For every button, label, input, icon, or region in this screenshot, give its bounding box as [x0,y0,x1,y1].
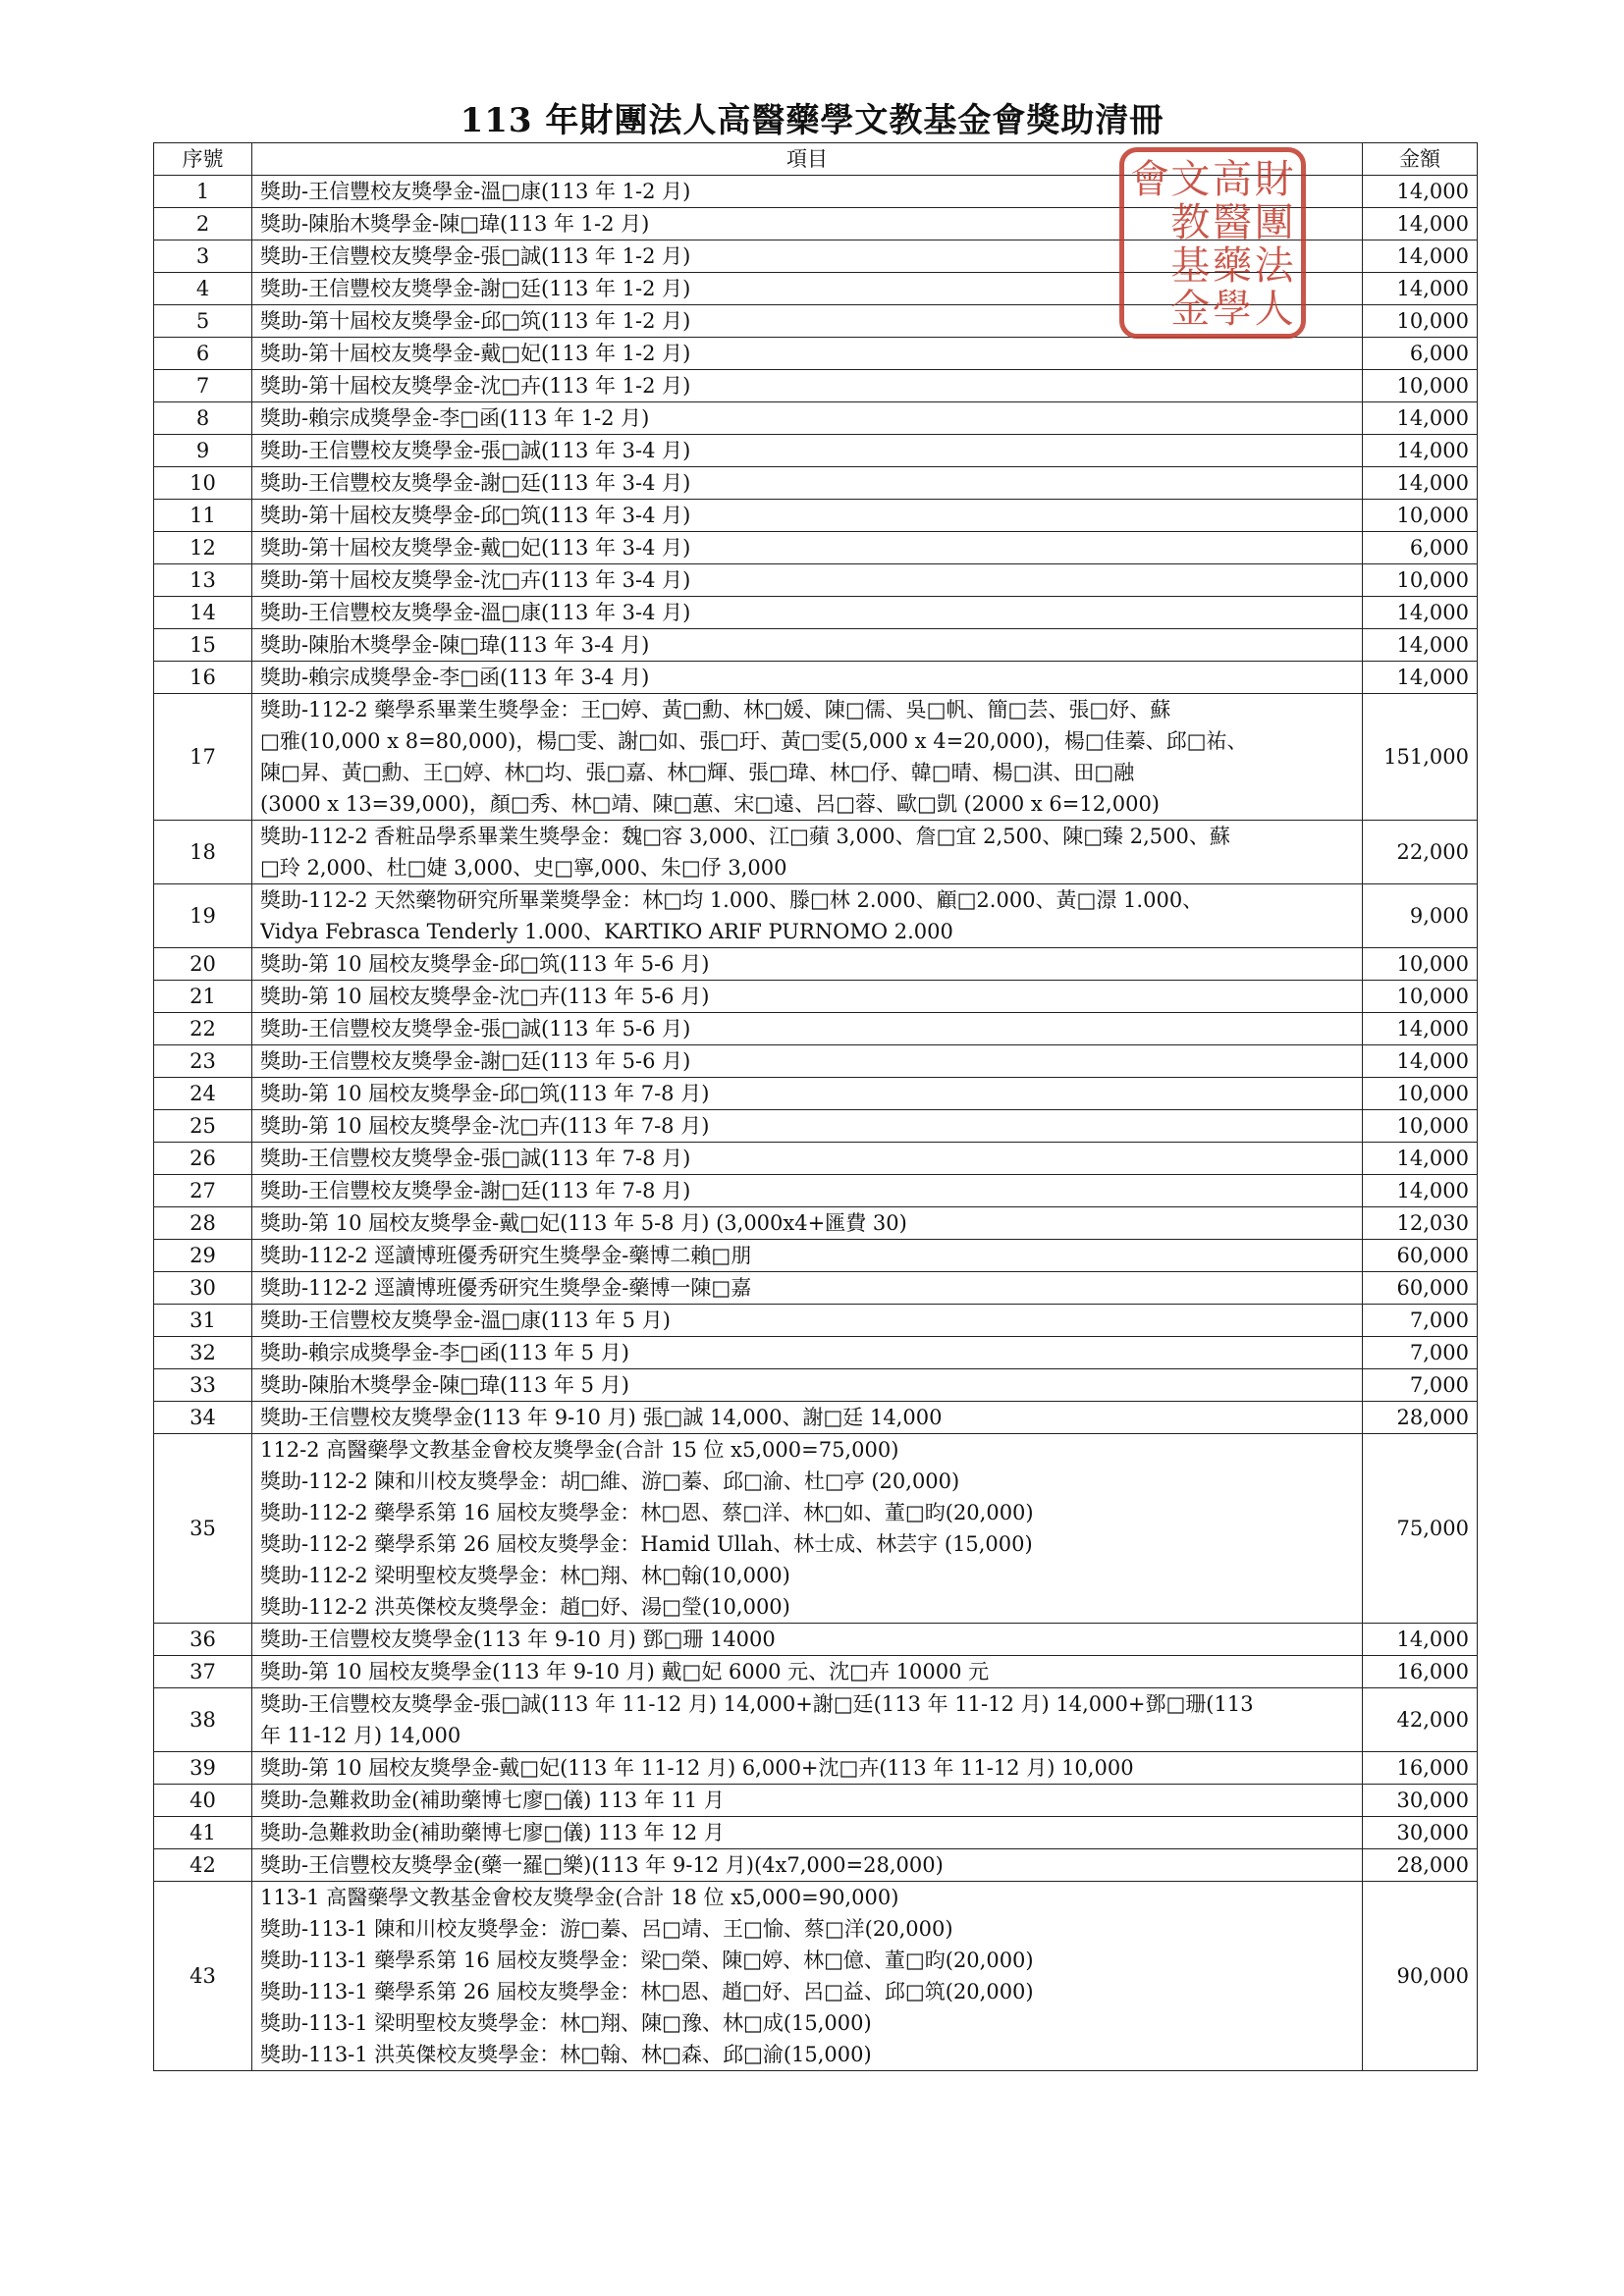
row-amount: 60,000 [1363,1272,1478,1305]
row-item-line: 獎助-第十屆校友獎學金-戴□妃(113 年 3-4 月) [260,536,691,560]
seal-character: 醫 [1213,200,1252,245]
row-item [252,564,1363,597]
row-amount: 7,000 [1363,1369,1478,1402]
row-number: 25 [154,1110,252,1143]
row-item-line: □雅(10,000 x 8=80,000)，楊□雯、謝□如、張□玗、黃□雯(5,000 x 4=20,000)，楊□佳蓁、邱□祐、 [260,729,1248,753]
row-amount: 9,000 [1363,884,1478,948]
seal-character: 教 [1170,200,1211,245]
row-number: 24 [154,1078,252,1110]
table-row [154,1688,1478,1752]
row-number: 32 [154,1337,252,1369]
row-amount: 22,000 [1363,821,1478,884]
row-item [252,1656,1363,1688]
row-item [252,1624,1363,1656]
row-item [252,1143,1363,1175]
row-number: 36 [154,1624,252,1656]
table-row [154,629,1478,662]
row-amount: 14,000 [1363,1624,1478,1656]
table-row [154,1624,1478,1656]
seal-character: 藥 [1213,243,1252,289]
row-amount: 14,000 [1363,1175,1478,1207]
row-item [252,1272,1363,1305]
row-number: 9 [154,435,252,467]
table-row [154,1656,1478,1688]
row-amount: 151,000 [1363,694,1478,821]
row-amount: 10,000 [1363,370,1478,402]
row-item-line: 獎助-113-1 梁明聖校友獎學金：林□翔、陳□豫、林□成(15,000) [260,2011,872,2035]
row-amount: 10,000 [1363,564,1478,597]
row-item-line: 獎助-113-1 藥學系第 26 屆校友獎學金：林□恩、趙□妤、呂□益、邱□筑(20,000) [260,1980,1034,2003]
row-item-line: 獎助-王信豐校友獎學金-謝□廷(113 年 7-8 月) [260,1179,691,1202]
row-item [252,500,1363,532]
table-row [154,1402,1478,1434]
row-item-line: 獎助-急難救助金(補助藥博七廖□儀) 113 年 12 月 [260,1821,725,1844]
table-row [154,981,1478,1013]
row-amount: 14,000 [1363,240,1478,273]
row-number: 42 [154,1849,252,1882]
row-item [252,629,1363,662]
table-row [154,1207,1478,1240]
row-item-line: 獎助-112-2 藥學系畢業生獎學金：王□婷、黃□勳、林□媛、陳□儒、吳□帆、簡□芸、張□妤、蘇 [260,698,1171,721]
table-row [154,597,1478,629]
row-number: 35 [154,1434,252,1624]
row-item [252,1207,1363,1240]
row-item [252,338,1363,370]
row-amount: 28,000 [1363,1402,1478,1434]
row-item [252,884,1363,948]
row-item-line: 獎助-第十屆校友獎學金-戴□妃(113 年 1-2 月) [260,342,691,365]
row-number: 43 [154,1882,252,2071]
row-item [252,1078,1363,1110]
row-item-line: 獎助-113-1 洪英傑校友獎學金：林□翰、林□森、邱□渝(15,000) [260,2043,872,2066]
row-item [252,662,1363,694]
row-item [252,948,1363,981]
row-item [252,1785,1363,1817]
row-amount: 10,000 [1363,981,1478,1013]
row-item-line: Vidya Febrasca Tenderly 1.000、KARTIKO ARIF PURNOMO 2.000 [260,920,953,943]
table-row [154,1882,1478,2071]
row-number: 40 [154,1785,252,1817]
row-number: 39 [154,1752,252,1785]
row-item [252,1305,1363,1337]
row-number: 8 [154,402,252,435]
row-item-line: 獎助-112-2 天然藥物研究所畢業獎學金：林□均 1.000、滕□林 2.000、顧□2.000、黃□澋 1.000、 [260,888,1204,912]
row-number: 31 [154,1305,252,1337]
row-item-line: 獎助-112-2 逕讀博班優秀研究生獎學金-藥博二賴□朋 [260,1244,752,1267]
table-row [154,821,1478,884]
row-item-line: 獎助-王信豐校友獎學金-張□誠(113 年 3-4 月) [260,439,691,462]
table-row [154,1305,1478,1337]
header-no: 序號 [154,143,252,176]
row-item-line: 獎助-王信豐校友獎學金-張□誠(113 年 7-8 月) [260,1147,691,1170]
row-item-line: 獎助-112-2 香粧品學系畢業生獎學金：魏□容 3,000、江□蘋 3,000、詹□宜 2,500、陳□臻 2,500、蘇 [260,825,1230,848]
row-item-line: 獎助-第 10 屆校友獎學金-沈□卉(113 年 5-6 月) [260,985,710,1008]
table-row [154,884,1478,948]
row-item [252,597,1363,629]
row-number: 33 [154,1369,252,1402]
row-amount: 14,000 [1363,597,1478,629]
table-row [154,1849,1478,1882]
row-item [252,1849,1363,1882]
table-row [154,1817,1478,1849]
row-item-line: 獎助-第十屆校友獎學金-沈□卉(113 年 1-2 月) [260,374,691,398]
table-row [154,467,1478,500]
row-item-line: 獎助-113-1 陳和川校友獎學金：游□蓁、呂□靖、王□愉、蔡□洋(20,000) [260,1917,953,1941]
row-number: 37 [154,1656,252,1688]
row-item-line: 年 11-12 月) 14,000 [260,1724,461,1747]
row-amount: 14,000 [1363,208,1478,240]
header-item: 項目 [252,143,1363,176]
table-row [154,1240,1478,1272]
row-item-line: □玲 2,000、杜□婕 3,000、史□寧,000、朱□伃 3,000 [260,856,787,880]
row-number: 10 [154,467,252,500]
row-number: 27 [154,1175,252,1207]
row-item-line: 獎助-112-2 逕讀博班優秀研究生獎學金-藥博一陳□嘉 [260,1276,752,1300]
row-item-line: 獎助-急難救助金(補助藥博七廖□儀) 113 年 11 月 [260,1789,725,1812]
row-item-line: 獎助-第 10 屆校友獎學金-戴□妃(113 年 5-8 月) (3,000x4+匯費 30) [260,1211,907,1235]
seal-character: 財 [1254,157,1294,202]
table-row [154,1013,1478,1045]
table-row [154,662,1478,694]
row-item-line: 陳□昇、黃□勳、王□婷、林□均、張□嘉、林□輝、張□瑋、林□伃、韓□晴、楊□淇、田□融 [260,761,1135,784]
row-item-line: 獎助-王信豐校友獎學金-溫□康(113 年 3-4 月) [260,601,691,624]
row-number: 34 [154,1402,252,1434]
seal-character: 學 [1213,287,1252,332]
seal-character: 基 [1170,243,1211,289]
row-amount: 90,000 [1363,1882,1478,2071]
row-number: 29 [154,1240,252,1272]
row-item [252,1688,1363,1752]
table-row [154,694,1478,821]
row-amount: 10,000 [1363,1078,1478,1110]
row-item-line: 獎助-王信豐校友獎學金-謝□廷(113 年 1-2 月) [260,277,691,300]
table-row [154,435,1478,467]
row-item-line: 獎助-第 10 屆校友獎學金-沈□卉(113 年 7-8 月) [260,1114,710,1138]
table-row [154,1369,1478,1402]
row-item-line: 獎助-第 10 屆校友獎學金-邱□筑(113 年 7-8 月) [260,1082,710,1105]
row-item-line: 獎助-賴宗成獎學金-李□函(113 年 1-2 月) [260,406,650,430]
row-item-line: 獎助-賴宗成獎學金-李□函(113 年 3-4 月) [260,666,650,689]
row-number: 4 [154,273,252,305]
row-item [252,370,1363,402]
row-amount: 14,000 [1363,273,1478,305]
row-item-line: 獎助-賴宗成獎學金-李□函(113 年 5 月) [260,1341,629,1364]
row-item-line: 獎助-王信豐校友獎學金-張□誠(113 年 1-2 月) [260,244,691,268]
row-amount: 6,000 [1363,338,1478,370]
row-item [252,435,1363,467]
row-number: 26 [154,1143,252,1175]
row-item [252,1337,1363,1369]
table-row [154,338,1478,370]
row-item [252,1013,1363,1045]
table-row [154,1785,1478,1817]
row-item [252,821,1363,884]
row-item-line: 獎助-第 10 屆校友獎學金(113 年 9-10 月) 戴□妃 6000 元、沈□卉 10000 元 [260,1660,990,1683]
row-amount: 10,000 [1363,1110,1478,1143]
row-item [252,1110,1363,1143]
row-amount: 30,000 [1363,1817,1478,1849]
row-amount: 75,000 [1363,1434,1478,1624]
row-item [252,1402,1363,1434]
row-number: 16 [154,662,252,694]
row-item-line: 獎助-112-2 梁明聖校友獎學金：林□翔、林□翰(10,000) [260,1564,790,1587]
row-item-line: 獎助-第 10 屆校友獎學金-邱□筑(113 年 5-6 月) [260,952,710,976]
row-number: 23 [154,1045,252,1078]
row-item-line: 獎助-王信豐校友獎學金-謝□廷(113 年 5-6 月) [260,1049,691,1073]
table-row [154,532,1478,564]
row-item-line: 獎助-112-2 洪英傑校友獎學金：趙□妤、湯□瑩(10,000) [260,1595,790,1619]
row-item [252,402,1363,435]
row-item-line: 獎助-第 10 屆校友獎學金-戴□妃(113 年 11-12 月) 6,000+沈□卉(113 年 11-12 月) 10,000 [260,1756,1134,1780]
row-item-line: 獎助-王信豐校友獎學金-溫□康(113 年 1-2 月) [260,180,691,203]
row-item [252,694,1363,821]
table-row [154,370,1478,402]
table-row [154,1337,1478,1369]
table-row [154,1045,1478,1078]
seal-character: 團 [1254,200,1294,245]
row-amount: 14,000 [1363,467,1478,500]
seal-character: 金 [1170,287,1211,332]
row-amount: 10,000 [1363,948,1478,981]
row-amount: 60,000 [1363,1240,1478,1272]
row-number: 2 [154,208,252,240]
row-item-line: 112-2 高醫藥學文教基金會校友獎學金(合計 15 位 x5,000=75,000) [260,1438,899,1462]
row-number: 15 [154,629,252,662]
row-amount: 10,000 [1363,500,1478,532]
row-item-line: 獎助-第十屆校友獎學金-邱□筑(113 年 3-4 月) [260,504,691,527]
row-amount: 14,000 [1363,1045,1478,1078]
row-amount: 14,000 [1363,402,1478,435]
table-row [154,1078,1478,1110]
row-item [252,1045,1363,1078]
row-item [252,1817,1363,1849]
row-item-line: 獎助-112-2 陳和川校友獎學金：胡□維、游□蓁、邱□渝、杜□亭 (20,000) [260,1469,960,1493]
row-amount: 16,000 [1363,1752,1478,1785]
row-item [252,1752,1363,1785]
seal-character: 高 [1213,157,1252,202]
row-item-line: 獎助-陳胎木獎學金-陳□瑋(113 年 1-2 月) [260,212,650,236]
row-amount: 12,030 [1363,1207,1478,1240]
row-amount: 14,000 [1363,662,1478,694]
row-item-line: (3000 x 13=39,000)，顏□秀、林□靖、陳□蕙、宋□遠、呂□蓉、歐□凱 (2000 x 6=12,000) [260,792,1161,816]
row-number: 14 [154,597,252,629]
row-number: 41 [154,1817,252,1849]
row-amount: 7,000 [1363,1305,1478,1337]
row-number: 20 [154,948,252,981]
row-number: 6 [154,338,252,370]
row-item-line: 獎助-陳胎木獎學金-陳□瑋(113 年 5 月) [260,1373,629,1397]
row-number: 7 [154,370,252,402]
table-row [154,1434,1478,1624]
row-amount: 28,000 [1363,1849,1478,1882]
table-row [154,948,1478,981]
row-number: 17 [154,694,252,821]
row-number: 13 [154,564,252,597]
seal-character: 會 [1130,157,1169,202]
row-item-line: 獎助-王信豐校友獎學金-謝□廷(113 年 3-4 月) [260,471,691,495]
row-item [252,1240,1363,1272]
row-number: 21 [154,981,252,1013]
row-item [252,532,1363,564]
row-number: 5 [154,305,252,338]
row-item [252,981,1363,1013]
row-item-line: 113-1 高醫藥學文教基金會校友獎學金(合計 18 位 x5,000=90,000) [260,1886,899,1909]
row-item-line: 獎助-王信豐校友獎學金(113 年 9-10 月) 張□誠 14,000、謝□廷 14,000 [260,1406,943,1429]
row-item [252,467,1363,500]
foundation-seal-stamp [1119,147,1306,339]
row-amount: 16,000 [1363,1656,1478,1688]
row-amount: 30,000 [1363,1785,1478,1817]
row-number: 11 [154,500,252,532]
table-row [154,402,1478,435]
table-row [154,1752,1478,1785]
grants-table [153,142,1478,2071]
row-item-line: 獎助-王信豐校友獎學金(藥一羅□樂)(113 年 9-12 月)(4x7,000=28,000) [260,1853,944,1877]
row-number: 1 [154,176,252,208]
table-row [154,1175,1478,1207]
row-amount: 14,000 [1363,1143,1478,1175]
table-body [154,176,1478,2071]
row-item [252,1882,1363,2071]
row-amount: 14,000 [1363,176,1478,208]
seal-character: 人 [1254,287,1294,332]
row-amount: 7,000 [1363,1337,1478,1369]
header-amount: 金額 [1363,143,1478,176]
table-row [154,564,1478,597]
row-item-line: 獎助-陳胎木獎學金-陳□瑋(113 年 3-4 月) [260,633,650,657]
seal-character: 文 [1170,157,1211,202]
row-number: 12 [154,532,252,564]
row-amount: 14,000 [1363,629,1478,662]
row-number: 38 [154,1688,252,1752]
table-row [154,1110,1478,1143]
row-number: 28 [154,1207,252,1240]
row-item [252,1175,1363,1207]
row-item-line: 獎助-王信豐校友獎學金-張□誠(113 年 5-6 月) [260,1017,691,1041]
row-item [252,1434,1363,1624]
row-item-line: 獎助-王信豐校友獎學金-溫□康(113 年 5 月) [260,1308,671,1332]
row-amount: 10,000 [1363,305,1478,338]
row-number: 30 [154,1272,252,1305]
row-item-line: 獎助-112-2 藥學系第 26 屆校友獎學金：Hamid Ullah、林士成、林芸宇 (15,000) [260,1532,1033,1556]
table-row [154,500,1478,532]
row-item [252,1369,1363,1402]
row-number: 22 [154,1013,252,1045]
row-item-line: 獎助-王信豐校友獎學金-張□誠(113 年 11-12 月) 14,000+謝□廷(113 年 11-12 月) 14,000+鄧□珊(113 [260,1692,1254,1716]
row-number: 19 [154,884,252,948]
row-number: 18 [154,821,252,884]
row-item-line: 獎助-第十屆校友獎學金-沈□卉(113 年 3-4 月) [260,568,691,592]
row-amount: 42,000 [1363,1688,1478,1752]
row-number: 3 [154,240,252,273]
row-item-line: 獎助-113-1 藥學系第 16 屆校友獎學金：梁□榮、陳□婷、林□億、董□昀(20,000) [260,1949,1034,1972]
page-title: 113 年財團法人高醫藥學文教基金會獎助清冊 [460,101,1164,140]
row-amount: 6,000 [1363,532,1478,564]
row-item-line: 獎助-第十屆校友獎學金-邱□筑(113 年 1-2 月) [260,309,691,333]
row-amount: 14,000 [1363,1013,1478,1045]
table-row [154,1143,1478,1175]
seal-character: 法 [1254,243,1294,289]
row-item-line: 獎助-112-2 藥學系第 16 屆校友獎學金：林□恩、蔡□洋、林□如、董□昀(20,000) [260,1501,1034,1524]
table-row [154,1272,1478,1305]
row-amount: 14,000 [1363,435,1478,467]
row-item-line: 獎助-王信豐校友獎學金(113 年 9-10 月) 鄧□珊 14000 [260,1628,776,1651]
